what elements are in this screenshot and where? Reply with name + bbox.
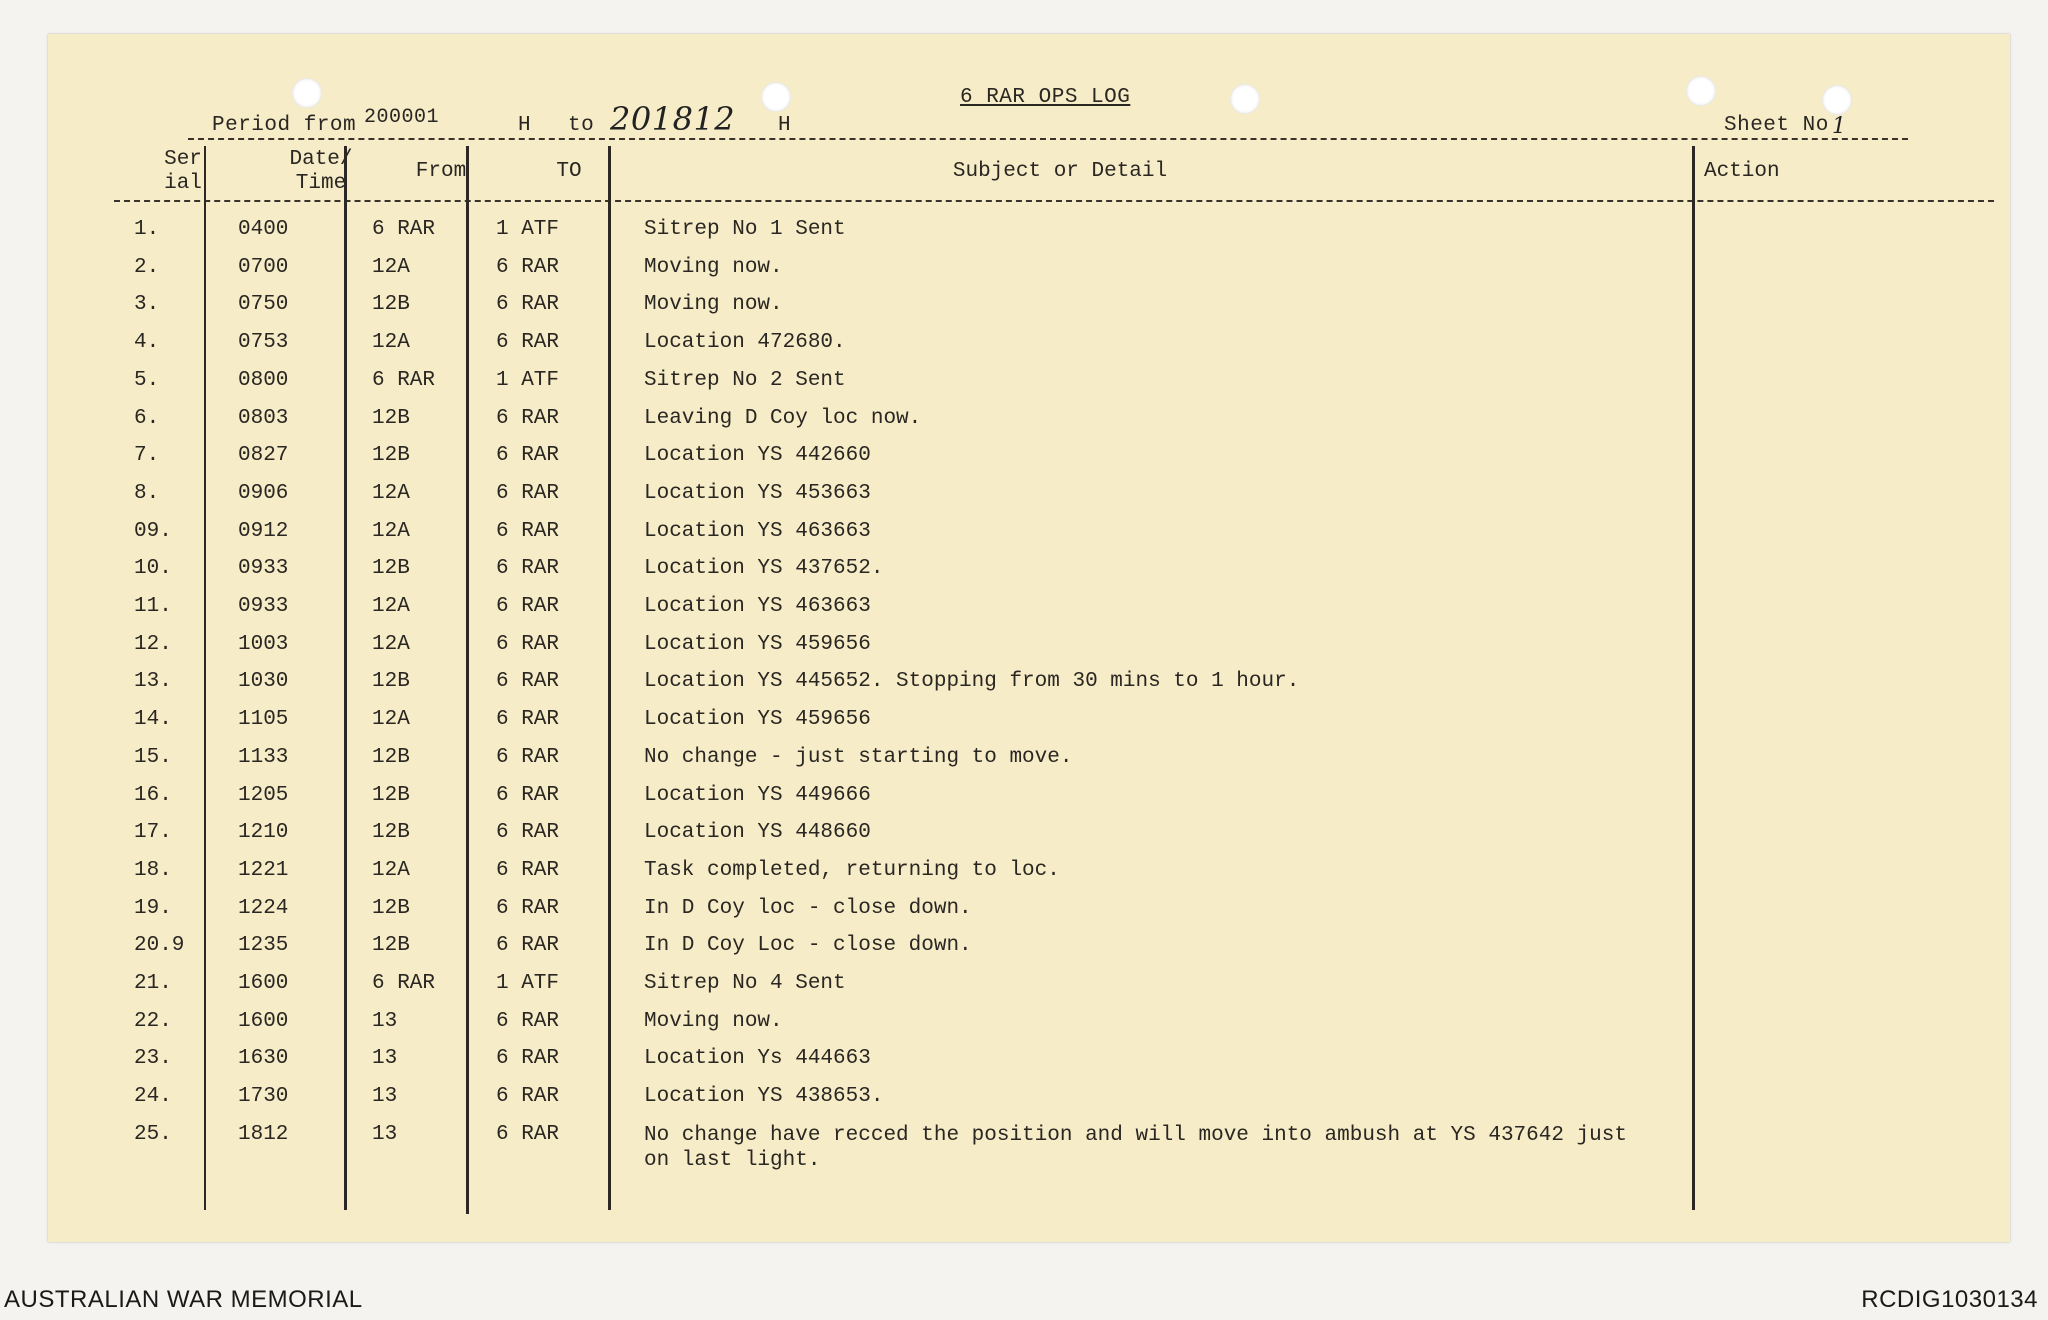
time-cell: 1730 bbox=[238, 1085, 289, 1109]
col-header-from: From bbox=[415, 160, 467, 183]
from-cell: 13 bbox=[372, 1047, 398, 1071]
detail-cell: No change - just starting to move. bbox=[644, 745, 1073, 769]
detail-cell: Leaving D Coy loc now. bbox=[644, 406, 922, 430]
header-top-rule bbox=[188, 138, 1908, 140]
table-row bbox=[48, 514, 2010, 551]
to-cell: 6 RAR bbox=[496, 934, 560, 958]
footer-archive-name: AUSTRALIAN WAR MEMORIAL bbox=[4, 1286, 363, 1313]
to-cell: 1 ATF bbox=[496, 972, 560, 995]
punch-hole bbox=[761, 82, 791, 112]
to-cell: 6 RAR bbox=[496, 858, 560, 882]
table-row bbox=[48, 325, 2010, 362]
detail-cell: Location YS 438653. bbox=[644, 1085, 884, 1109]
time-cell: 0803 bbox=[238, 406, 289, 430]
serial-cell: 1. bbox=[134, 218, 160, 241]
detail-cell: Location YS 463663 bbox=[644, 595, 871, 618]
table-row bbox=[48, 401, 2010, 438]
col-header-serial-line2: ial bbox=[164, 172, 202, 195]
detail-cell: Moving now. bbox=[644, 293, 783, 317]
detail-cell: Moving now. bbox=[644, 255, 783, 279]
time-cell: 1235 bbox=[238, 934, 289, 958]
log-sheet bbox=[48, 34, 2010, 1242]
time-cell: 1205 bbox=[238, 783, 289, 807]
time-cell: 1105 bbox=[238, 708, 289, 732]
period-from-value: 200001 bbox=[364, 106, 440, 129]
from-cell: 12A bbox=[372, 708, 410, 732]
detail-cell: No change have recced the position and will move into ambush at YS 437642 just on last light. bbox=[644, 1123, 1627, 1172]
table-row bbox=[48, 928, 2010, 965]
table-row bbox=[48, 664, 2010, 701]
time-cell: 1221 bbox=[238, 858, 289, 882]
detail-cell: Moving now. bbox=[644, 1009, 783, 1033]
time-cell: 1030 bbox=[238, 670, 289, 694]
time-cell: 1600 bbox=[238, 972, 289, 995]
table-row bbox=[48, 815, 2010, 852]
table-row bbox=[48, 1004, 2010, 1041]
from-cell: 13 bbox=[372, 1122, 398, 1146]
from-cell: 12A bbox=[372, 595, 410, 618]
col-header-action: Action bbox=[1704, 160, 1780, 183]
table-row bbox=[48, 966, 2010, 1003]
from-cell: 6 RAR bbox=[372, 368, 436, 392]
serial-cell: 14. bbox=[134, 708, 172, 732]
to-cell: 1 ATF bbox=[496, 218, 560, 241]
serial-cell: 17. bbox=[134, 821, 172, 845]
from-cell: 12B bbox=[372, 444, 410, 468]
detail-cell: Location YS 442660 bbox=[644, 444, 871, 468]
time-cell: 1630 bbox=[238, 1047, 289, 1071]
table-row bbox=[48, 438, 2010, 475]
serial-cell: 16. bbox=[134, 783, 172, 807]
to-cell: 6 RAR bbox=[496, 1047, 560, 1071]
table-row bbox=[48, 476, 2010, 513]
to-cell: 6 RAR bbox=[496, 1085, 560, 1109]
table-row bbox=[48, 212, 2010, 249]
detail-cell: Location YS 448660 bbox=[644, 821, 871, 845]
to-cell: 6 RAR bbox=[496, 1009, 560, 1033]
serial-cell: 4. bbox=[134, 331, 160, 355]
time-cell: 0933 bbox=[238, 595, 289, 618]
serial-cell: 5. bbox=[134, 368, 160, 392]
detail-cell: Location YS 449666 bbox=[644, 783, 871, 807]
to-cell: 6 RAR bbox=[496, 519, 560, 543]
from-cell: 12A bbox=[372, 519, 410, 543]
detail-cell: Location YS 437652. bbox=[644, 557, 884, 581]
punch-hole bbox=[1822, 85, 1852, 115]
from-cell: 12B bbox=[372, 896, 410, 920]
detail-cell: Sitrep No 1 Sent bbox=[644, 218, 846, 241]
detail-cell: Sitrep No 2 Sent bbox=[644, 368, 846, 392]
period-from-label: Period from bbox=[212, 114, 357, 137]
table-row bbox=[48, 363, 2010, 400]
table-row bbox=[48, 740, 2010, 777]
serial-cell: 6. bbox=[134, 406, 160, 430]
to-cell: 1 ATF bbox=[496, 368, 560, 392]
from-cell: 12B bbox=[372, 670, 410, 694]
detail-cell: Location YS 445652. Stopping from 30 mins to 1 hour. bbox=[644, 670, 1300, 694]
period-to-value: 201812 bbox=[610, 100, 736, 138]
table-row bbox=[48, 287, 2010, 324]
serial-cell: 22. bbox=[134, 1009, 172, 1033]
table-row bbox=[48, 1041, 2010, 1078]
punch-hole bbox=[292, 78, 322, 108]
serial-cell: 18. bbox=[134, 858, 172, 882]
detail-cell: Sitrep No 4 Sent bbox=[644, 972, 846, 995]
table-row bbox=[48, 1117, 2010, 1179]
serial-cell: 24. bbox=[134, 1085, 172, 1109]
table-row bbox=[48, 853, 2010, 890]
col-header-time-line1: Date/ bbox=[289, 148, 353, 171]
col-header-time bbox=[266, 148, 376, 196]
from-cell: 12A bbox=[372, 858, 410, 882]
serial-cell: 7. bbox=[134, 444, 160, 468]
detail-cell: Location 472680. bbox=[644, 331, 846, 355]
time-cell: 0912 bbox=[238, 519, 289, 543]
serial-cell: 12. bbox=[134, 632, 172, 656]
time-cell: 0750 bbox=[238, 293, 289, 317]
to-cell: 6 RAR bbox=[496, 821, 560, 845]
punch-hole bbox=[1230, 84, 1260, 114]
time-cell: 0827 bbox=[238, 444, 289, 468]
from-cell: 12B bbox=[372, 783, 410, 807]
sheet-label: Sheet No bbox=[1724, 114, 1829, 137]
table-row bbox=[48, 589, 2010, 626]
serial-cell: 20.9 bbox=[134, 934, 185, 958]
serial-cell: 09. bbox=[134, 519, 172, 543]
detail-cell: Location YS 459656 bbox=[644, 632, 871, 656]
time-cell: 0800 bbox=[238, 368, 289, 392]
table-row bbox=[48, 627, 2010, 664]
time-cell: 1600 bbox=[238, 1009, 289, 1033]
time-cell: 1133 bbox=[238, 745, 289, 769]
from-cell: 12B bbox=[372, 557, 410, 581]
header-bottom-rule bbox=[114, 200, 1994, 202]
table-row bbox=[48, 1079, 2010, 1116]
serial-cell: 19. bbox=[134, 896, 172, 920]
detail-cell: In D Coy loc - close down. bbox=[644, 896, 972, 920]
time-cell: 0400 bbox=[238, 218, 289, 241]
to-cell: 6 RAR bbox=[496, 1122, 560, 1146]
table-row bbox=[48, 250, 2010, 287]
detail-cell: Location Ys 444663 bbox=[644, 1047, 871, 1071]
to-cell: 6 RAR bbox=[496, 670, 560, 694]
from-cell: 6 RAR bbox=[372, 218, 436, 241]
detail-cell: Location YS 463663 bbox=[644, 519, 871, 543]
to-cell: 6 RAR bbox=[496, 595, 560, 618]
serial-cell: 3. bbox=[134, 293, 160, 317]
footer-item-id: RCDIG1030134 bbox=[1861, 1286, 2038, 1313]
from-cell: 13 bbox=[372, 1009, 398, 1033]
time-cell: 1812 bbox=[238, 1122, 289, 1146]
serial-cell: 23. bbox=[134, 1047, 172, 1071]
table-row bbox=[48, 702, 2010, 739]
detail-cell: In D Coy Loc - close down. bbox=[644, 934, 972, 958]
to-label: to bbox=[568, 114, 595, 137]
from-cell: 13 bbox=[372, 1085, 398, 1109]
time-cell: 0933 bbox=[238, 557, 289, 581]
from-cell: 6 RAR bbox=[372, 972, 436, 995]
detail-cell: Location YS 459656 bbox=[644, 708, 871, 732]
sheet-number: 1 bbox=[1832, 114, 1847, 139]
table-row bbox=[48, 891, 2010, 928]
to-cell: 6 RAR bbox=[496, 444, 560, 468]
to-cell: 6 RAR bbox=[496, 293, 560, 317]
table-row bbox=[48, 778, 2010, 815]
to-cell: 6 RAR bbox=[496, 481, 560, 505]
to-cell: 6 RAR bbox=[496, 331, 560, 355]
serial-cell: 25. bbox=[134, 1122, 172, 1146]
serial-cell: 15. bbox=[134, 745, 172, 769]
punch-hole bbox=[1686, 76, 1716, 106]
from-cell: 12B bbox=[372, 293, 410, 317]
table-row bbox=[48, 551, 2010, 588]
from-cell: 12A bbox=[372, 632, 410, 656]
from-cell: 12A bbox=[372, 331, 410, 355]
serial-cell: 8. bbox=[134, 481, 160, 505]
col-header-to: TO bbox=[556, 160, 582, 183]
to-cell: 6 RAR bbox=[496, 255, 560, 279]
time-cell: 1003 bbox=[238, 632, 289, 656]
col-header-serial-line1: Ser bbox=[164, 148, 202, 171]
col-header-time-line2: Time bbox=[295, 172, 347, 195]
time-cell: 0700 bbox=[238, 255, 289, 279]
from-cell: 12B bbox=[372, 745, 410, 769]
col-header-serial bbox=[148, 148, 218, 196]
h-label-2: H bbox=[778, 114, 792, 137]
time-cell: 1210 bbox=[238, 821, 289, 845]
detail-cell: Task completed, returning to loc. bbox=[644, 858, 1060, 882]
from-cell: 12A bbox=[372, 255, 410, 279]
serial-cell: 2. bbox=[134, 255, 160, 279]
col-header-detail: Subject or Detail bbox=[952, 160, 1168, 183]
to-cell: 6 RAR bbox=[496, 745, 560, 769]
serial-cell: 10. bbox=[134, 557, 172, 581]
time-cell: 0753 bbox=[238, 331, 289, 355]
h-label: H bbox=[518, 114, 532, 137]
time-cell: 1224 bbox=[238, 896, 289, 920]
to-cell: 6 RAR bbox=[496, 708, 560, 732]
from-cell: 12B bbox=[372, 934, 410, 958]
serial-cell: 21. bbox=[134, 972, 172, 995]
detail-cell: Location YS 453663 bbox=[644, 481, 871, 505]
log-title: 6 RAR OPS LOG bbox=[960, 86, 1131, 109]
to-cell: 6 RAR bbox=[496, 406, 560, 430]
from-cell: 12A bbox=[372, 481, 410, 505]
from-cell: 12B bbox=[372, 821, 410, 845]
serial-cell: 11. bbox=[134, 595, 172, 618]
to-cell: 6 RAR bbox=[496, 783, 560, 807]
time-cell: 0906 bbox=[238, 481, 289, 505]
serial-cell: 13. bbox=[134, 670, 172, 694]
to-cell: 6 RAR bbox=[496, 632, 560, 656]
to-cell: 6 RAR bbox=[496, 896, 560, 920]
to-cell: 6 RAR bbox=[496, 557, 560, 581]
from-cell: 12B bbox=[372, 406, 410, 430]
